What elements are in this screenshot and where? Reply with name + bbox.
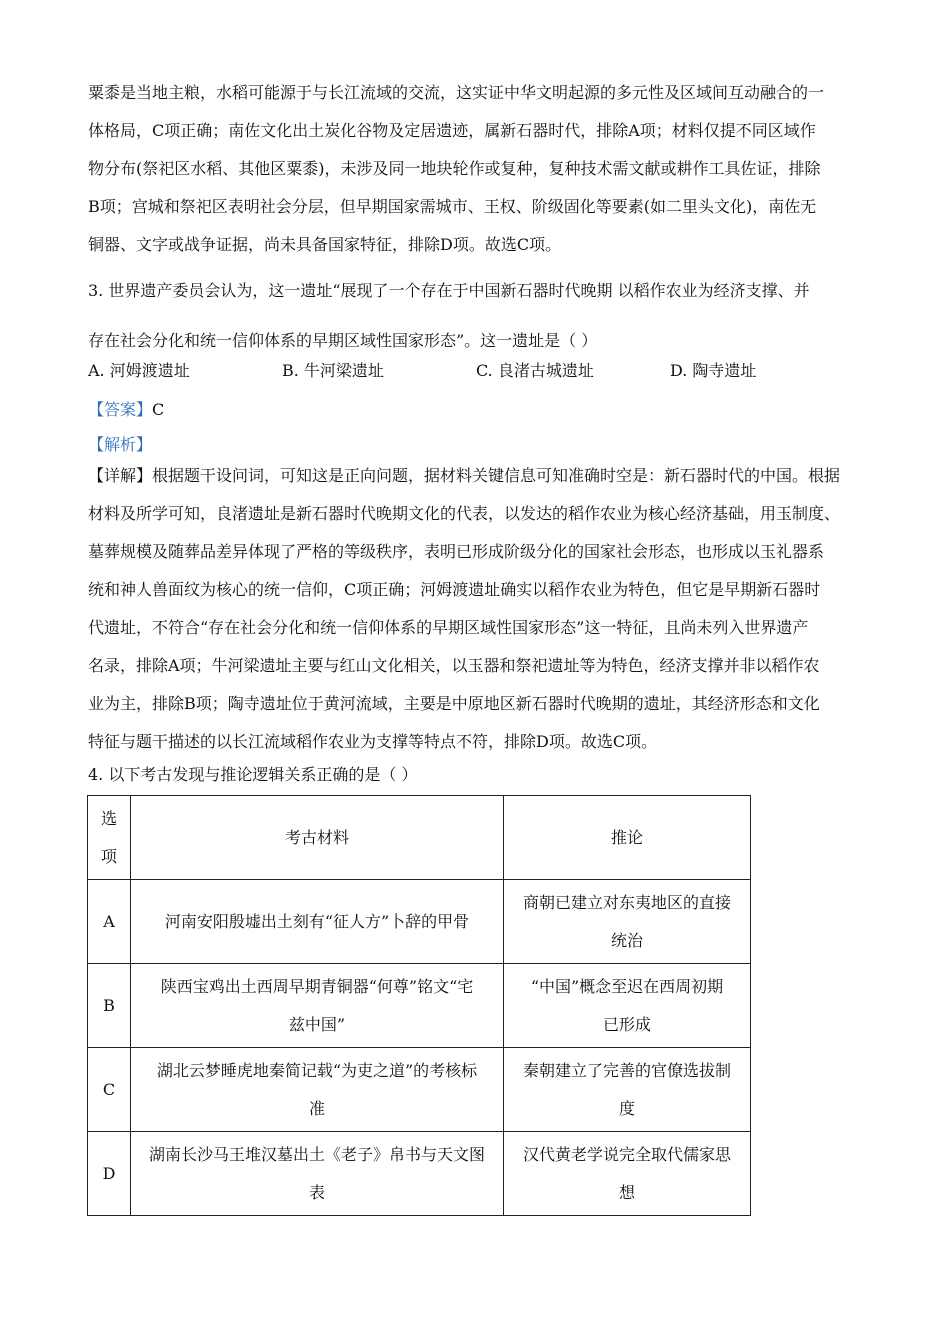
text-line: 代遗址，不符合“存在社会分化和统一信仰体系的早期区域性国家形态”这一特征，且尚未列入世界遗产 — [88, 618, 809, 637]
row-inference: 汉代黄老学说完全取代儒家思 想 — [504, 1132, 751, 1216]
q3-options — [88, 358, 868, 388]
text-line: 体格局，C项正确；南佐文化出土炭化谷物及定居遗迹，属新石器时代，排除A项；材料仅提不同区域作 — [88, 121, 816, 140]
row-inference: “中国”概念至迟在西周初期 已形成 — [504, 964, 751, 1048]
row-material: 河南安阳殷墟出土刻有“征人方”卜辞的甲骨 — [131, 880, 504, 964]
analysis-tag: 【解析】 — [88, 435, 153, 454]
table-row — [88, 880, 751, 964]
text-line: 业为主，排除B项；陶寺遗址位于黄河流域，主要是中原地区新石器时代晚期的遗址，其经济形态和文化 — [88, 694, 820, 713]
row-option: A — [88, 880, 131, 964]
text-line: 统和神人兽面纹为核心的统一信仰，C项正确；河姆渡遗址确实以稻作农业为特色，但它是早期新石器时 — [88, 580, 821, 599]
q4-stem: 4. 以下考古发现与推论逻辑关系正确的是（ ） — [88, 765, 418, 784]
q3-stem-line1: 3. 世界遗产委员会认为，这一遗址“展现了一个存在于中国新石器时代晚期 以稻作农业为经济支撑、并 — [88, 281, 810, 300]
row-option: C — [88, 1048, 131, 1132]
row-option: D — [88, 1132, 131, 1216]
row-material: 陕西宝鸡出土西周早期青铜器“何尊”铭文“宅 兹中国” — [131, 964, 504, 1048]
row-option: B — [88, 964, 131, 1048]
text-line: B项；宫城和祭祀区表明社会分层，但早期国家需城市、王权、阶级固化等要素(如二里头文化)，南佐无 — [88, 197, 817, 216]
table-row — [88, 1132, 751, 1216]
q3-option-b: B. 牛河梁遗址 — [282, 361, 384, 380]
header-material: 考古材料 — [131, 796, 504, 880]
text-line: 【详解】根据题干设问词，可知这是正向问题，据材料关键信息可知准确时空是：新石器时代的中国。根据 — [88, 466, 841, 485]
table-header-row — [88, 796, 751, 880]
row-inference: 秦朝建立了完善的官僚选拔制 度 — [504, 1048, 751, 1132]
table-row — [88, 1048, 751, 1132]
q2-analysis-continuation — [88, 74, 868, 264]
text-line: 特征与题干描述的以长江流域稻作农业为支撑等特点不符，排除D项。故选C项。 — [88, 732, 658, 751]
table-row — [88, 964, 751, 1048]
text-line: 材料及所学可知，良渚遗址是新石器时代晚期文化的代表，以发达的稻作农业为核心经济基础，用玉制度、 — [88, 504, 841, 523]
row-material: 湖北云梦睡虎地秦简记载“为吏之道”的考核标 准 — [131, 1048, 504, 1132]
text-line: 墓葬规模及随葬品差异体现了严格的等级秩序，表明已形成阶级分化的国家社会形态，也形成以玉礼器系 — [88, 542, 825, 561]
row-inference: 商朝已建立对东夷地区的直接 统治 — [504, 880, 751, 964]
q3-option-d: D. 陶寺遗址 — [670, 361, 757, 380]
q3-stem-line2: 存在社会分化和统一信仰体系的早期区域性国家形态”。这一遗址是（ ） — [88, 331, 598, 350]
header-inference: 推论 — [504, 796, 751, 880]
row-material: 湖南长沙马王堆汉墓出土《老子》帛书与天文图 表 — [131, 1132, 504, 1216]
header-option: 选 项 — [88, 796, 131, 880]
answer-value: C — [152, 400, 165, 419]
text-line: 名录，排除A项；牛河梁遗址主要与红山文化相关，以玉器和祭祀遗址等为特色，经济支撑并非以稻作农 — [88, 656, 820, 675]
q3-option-a: A. 河姆渡遗址 — [88, 361, 190, 380]
text-line: 物分布(祭祀区水稻、其他区粟黍)，未涉及同一地块轮作或复种，复种技术需文献或耕作工具佐证，排除 — [88, 159, 821, 178]
text-line: 铜器、文字或战争证据，尚未具备国家特征，排除D项。故选C项。 — [88, 235, 562, 254]
text-line: 粟黍是当地主粮，水稻可能源于与长江流域的交流，这实证中华文明起源的多元性及区域间互动融合的一 — [88, 83, 825, 102]
q4-table — [87, 795, 751, 1216]
answer-tag: 【答案】 — [88, 400, 153, 419]
q3-option-c: C. 良渚古城遗址 — [476, 361, 594, 380]
q3-answer — [88, 397, 164, 420]
q3-detail — [88, 457, 868, 761]
